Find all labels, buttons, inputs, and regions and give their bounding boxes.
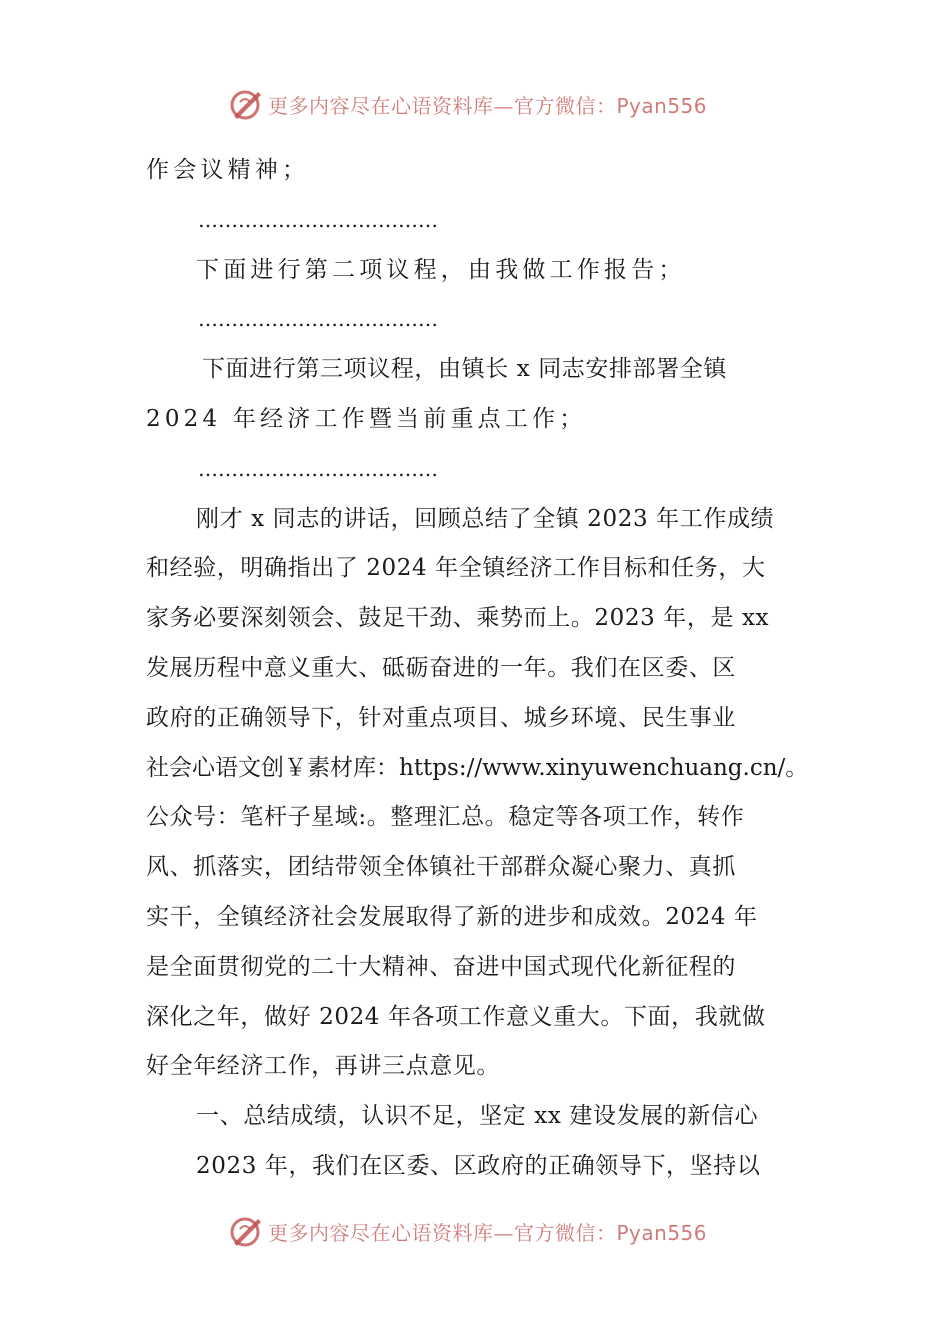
text-line: 家务必要深刻领会、鼓足干劲、乘势而上。2023 年，是 xx <box>146 605 770 632</box>
text-line: 2024 年经济工作暨当前重点工作； <box>146 405 587 432</box>
text-line: 政府的正确领导下，针对重点项目、城乡环境、民生事业 <box>146 704 736 731</box>
ellipsis-line: ……………………………… <box>198 307 438 332</box>
watermark-wechat-id: Pyan556 <box>616 93 708 118</box>
text-line: 下面进行第二项议程，由我做工作报告； <box>196 256 686 283</box>
document-body <box>146 146 808 1192</box>
section-heading: 一、总结成绩，认识不足，坚定 xx 建设发展的新信心 <box>196 1103 759 1130</box>
watermark-banner-top <box>228 84 728 124</box>
text-line: 实干，全镇经济社会发展取得了新的进步和成效。2024 年 <box>146 903 758 930</box>
pen-logo-icon <box>228 86 264 122</box>
watermark-text: 更多内容尽在心语资料库—官方微信：Pyan556 <box>268 1220 708 1245</box>
watermark-banner-bottom <box>228 1211 728 1251</box>
text-line: 深化之年，做好 2024 年各项工作意义重大。下面，我就做 <box>146 1003 766 1030</box>
pen-logo-icon <box>228 1213 264 1249</box>
watermark-wechat-id: Pyan556 <box>616 1220 708 1245</box>
text-line: 公众号：笔杆子星域:。整理汇总。稳定等各项工作，转作 <box>146 804 745 831</box>
text-line: 下面进行第三项议程，由镇长 x 同志安排部署全镇 <box>202 356 727 383</box>
text-line: 和经验，明确指出了 2024 年全镇经济工作目标和任务，大 <box>146 555 766 582</box>
text-line: 2023 年，我们在区委、区政府的正确领导下，坚持以 <box>196 1152 761 1179</box>
text-line: 刚才 x 同志的讲话，回顾总结了全镇 2023 年工作成绩 <box>196 505 775 532</box>
text-line: 发展历程中意义重大、砥砺奋进的一年。我们在区委、区 <box>146 654 736 681</box>
text-line: 风、抓落实，团结带领全体镇社干部群众凝心聚力、真抓 <box>146 854 736 881</box>
watermark-text: 更多内容尽在心语资料库—官方微信：Pyan556 <box>268 93 708 118</box>
text-line: 是全面贯彻党的二十大精神、奋进中国式现代化新征程的 <box>146 953 736 980</box>
text-line: 社会心语文创￥素材库：https://www.xinyuwenchuang.cn/。 <box>146 754 808 781</box>
text-line: 好全年经济工作，再讲三点意见。 <box>146 1053 500 1080</box>
ellipsis-line: ……………………………… <box>198 207 438 232</box>
text-line: 作会议精神； <box>146 157 310 183</box>
ellipsis-line: ……………………………… <box>198 456 438 481</box>
